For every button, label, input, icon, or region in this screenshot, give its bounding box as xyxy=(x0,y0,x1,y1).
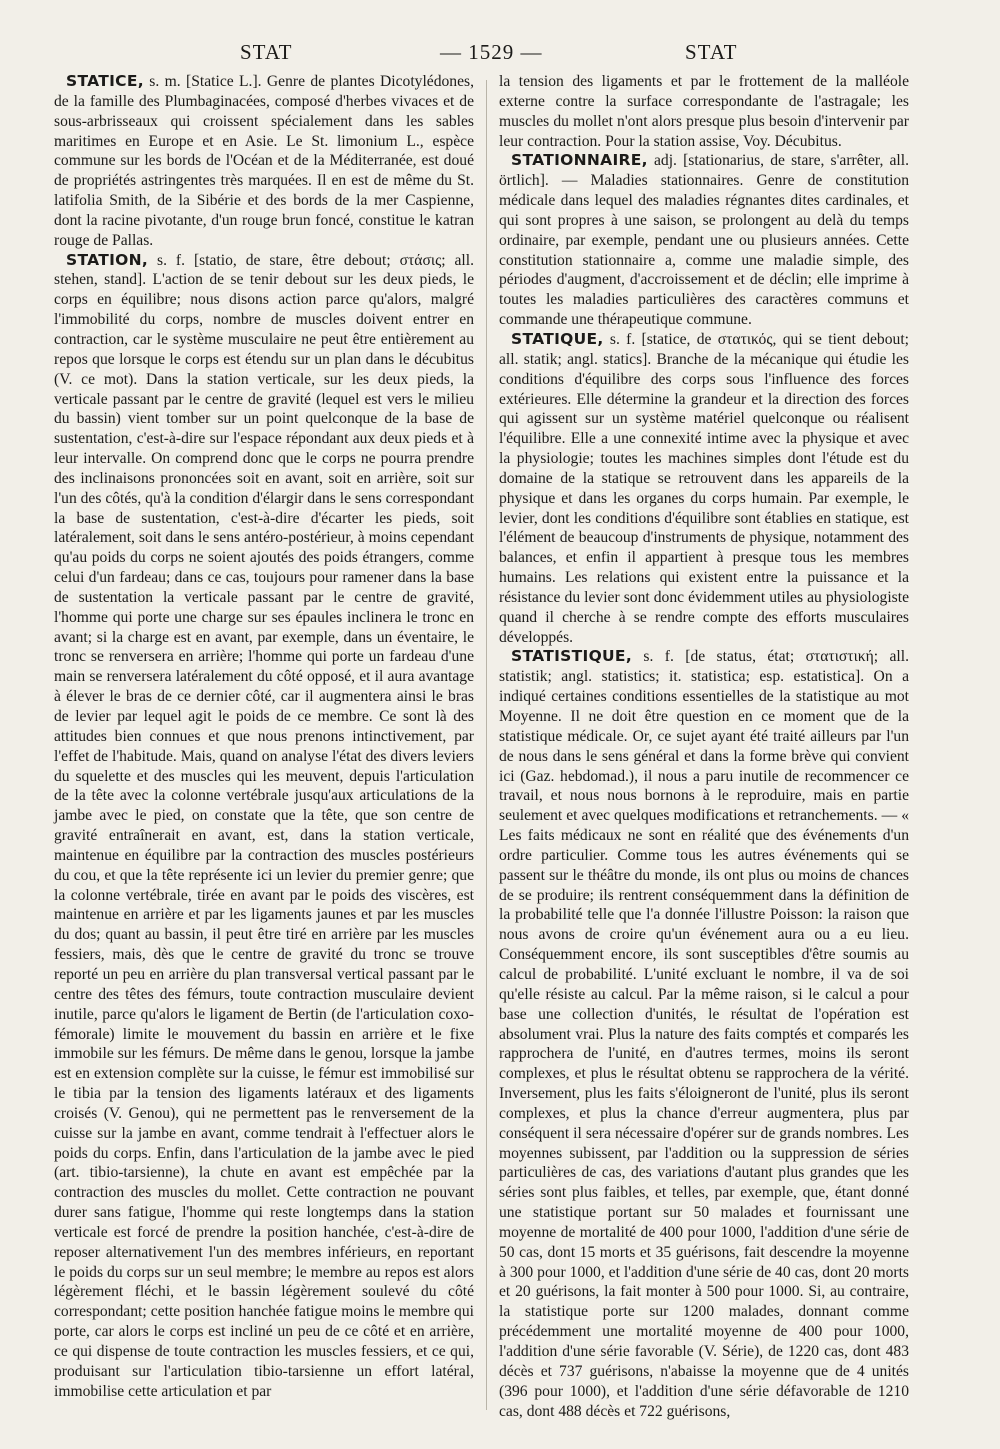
entry-station-continued xyxy=(499,72,909,151)
running-head xyxy=(0,40,1000,70)
headword: STATISTIQUE, xyxy=(511,647,633,666)
entry-text: la tension des ligaments et par le frottement de la malléole externe contre la surface correspondante de l'astragale; les muscles du mollet n'ont alors presque plus besoin d'intervenir par leur contraction. Pour la station assise, Voy. Décubitus. xyxy=(499,73,909,150)
page-number: — 1529 — xyxy=(440,40,543,64)
headword: STATION, xyxy=(66,250,149,269)
headword: STATICE, xyxy=(66,72,144,90)
running-head-right: STAT xyxy=(685,40,738,64)
entry-text: s. f. [statice, de στατικός, qui se tient debout; all. statik; angl. statics]. Branche de la mécanique qui étudie les conditions d'équilibre des corps sous l'influence des forces extérieures. Elle détermine la grandeur et la direction des forces qui agissent sur un système matériel quelconque ou réalisent l'équilibre. Elle a une connexité intime avec la physique et avec la physiologie; toutes les machines simples dont l'étude est du domaine de la statique se retrouvent dans les appareils de la physique et dans les organes du corps humain. Par exemple, le levier, dont les conditions d'équilibre sont établies en statique, est l'élément de beaucoup d'instruments de physique, notamment des balances, et enfin il appartient à presque tous les membres humains. Les relations qui existent entre la puissance et la résistance du levier sont donc évidemment utiles au physiologiste quand il cherche à se rendre compte des efforts musculaires développés. xyxy=(499,330,909,646)
entry-text: adj. [stationarius, de stare, s'arrêter, all. örtlich]. — Maladies stationnaires. Genre de constitution médicale dans lequel des maladies régnantes dites cardinales, et qui sont propres à une saison, se prolongent au delà du temps ordinaire, par exemple, pendant une ou plusieurs années. Cette constitution stationnaire a, comme une maladie simple, des périodes d'augment, d'accroissement et de déclin; elle imprime à toutes les maladies particulières des caractères communs et commande une thérapeutique commune. xyxy=(499,152,909,329)
headword: STATIONNAIRE, xyxy=(511,151,648,170)
headword: STATIQUE, xyxy=(511,329,604,348)
entry-statique xyxy=(499,330,909,648)
column-divider xyxy=(486,80,487,1410)
entry-station xyxy=(54,251,474,1402)
left-column xyxy=(54,72,474,1402)
entry-text: s. m. [Statice L.]. Genre de plantes Dicotylédones, de la famille des Plumbaginacées, composé d'herbes vivaces et de sous-arbrisseaux qui croissent spécialement dans les sables maritimes en Europe et en Asie. Le St. limonium L., espèce commune sur les bords de l'Océan et de la Méditerranée, est doué de propriétés astringentes très marquées. Il en est de même du St. latifolia Smith, de la Sibérie et des bords de la mer Caspienne, dont la racine pivotante, d'un rouge brun foncé, constitue le katran rouge de Pallas. xyxy=(54,73,474,249)
entry-statistique xyxy=(499,647,909,1421)
running-head-left: STAT xyxy=(240,40,293,64)
entry-text: s. f. [de status, état; στατιστική; all. statistik; angl. statistics; it. statistica; esp. estatistica]. On a indiqué certaines conditions essentielles de la statistique au mot Moyenne. Il ne doit être question en ce moment que de la statistique médicale. Or, ce sujet ayant été traité ailleurs par l'un de nous dans le sens général et dans la forme brève qui convient ici (Gaz. hebdomad.), il nous a paru inutile de recommencer ce travail, et nous nous bornons à le reproduire, mais en partie seulement et avec quelques modifications et retranchements. — « Les faits médicaux ne sont en réalité que des événements d'un ordre particulier. Comme tous les autres événements qui se passent sur le théâtre du monde, ils ont plus ou moins de chances de se produire; ils rentrent conséquemment dans la définition de la probabilité telle que l'a donnée l'illustre Poisson: la raison que nous avons de croire qu'un événement aura ou a eu lieu. Conséquemment encore, ils sont susceptibles d'être soumis au calcul de probabilité. L'unité excluant le nombre, il va de soi qu'elle résiste au calcul. Par la même raison, si le calcul a pour base une collection d'unités, le résultat de l'opération est absolument vrai. Plus la nature des faits comptés et comparés les rapprochera de l'unité, en d'autres termes, moins ils seront complexes, et plus le résultat obtenu se rapprochera de la vérité. Inversement, plus les faits s'éloigneront de l'unité, plus ils seront complexes, et plus la chance d'erreur augmentera, plus par conséquent il sera nécessaire d'opérer sur de grands nombres. Les moyennes subissent, par l'addition ou la suppression de séries particulières de cas, des variations d'autant plus grandes que les séries sont plus faibles, et telles, par exemple, que, étant donné une statistique portant sur 50 malades et fournissant une moyenne de mortalité de 400 pour 1000, l'addition d'une série de 50 cas, dont 15 morts et 35 guérisons, fait descendre la moyenne à 300 pour 1000, et l'addition d'une série de 40 cas, dont 20 morts et 20 guérisons, la fait monter à 500 pour 1000. Si, au contraire, la statistique porte sur 1200 malades, donnant comme précédemment une mortalité moyenne de 400 pour 1000, l'addition d'une série favorable (V. Série), de 1220 cas, dont 483 décès et 737 guérisons, n'abaisse la moyenne que de 4 unités (396 pour 1000), et l'addition d'une série défavorable de 1210 cas, dont 488 décès et 722 guérisons, xyxy=(499,648,909,1420)
entry-text: s. f. [statio, de stare, être debout; στάσις; all. stehen, stand]. L'action de se tenir debout sur les deux pieds, le corps en équilibre; nous disons action parce qu'alors, malgré l'immobilité du corps, nombre de muscles doivent entrer en contraction, car le système musculaire ne peut être entièrement au repos que lorsque le corps est étendu sur un plan dans le décubitus (V. ce mot). Dans la station verticale, sur les deux pieds, la verticale passant par le centre de gravité (lequel est vers le milieu du bassin) vient tomber sur un point quelconque de la base de sustentation, c'est-à-dire sur l'espace répondant aux deux pieds et à leur intervalle. On comprend donc que le corps ne pourra prendre des inclinaisons prononcées soit en avant, soit en arrière, soit sur l'un des côtés, qu'à la condition d'élargir dans le sens correspondant la base de sustentation, c'est-à-dire d'écarter les pieds, soit latéralement, soit dans le sens antéro-postérieur, à moins cependant qu'au poids du corps ne soient ajoutés des poids étrangers, comme celui d'un fardeau; dans ce cas, toujours pour ramener dans la base de sustentation la verticale passant par le centre de gravité, l'homme qui porte une charge sur ses épaules inclinera le tronc en avant; si la charge est en avant, par exemple, dans un éventaire, le tronc se renversera en arrière; l'homme qui porte un fardeau d'une main se renversera latéralement du côté opposé, et il aura avantage à élever le bras de ce dernier côté, car il augmentera ainsi le bras de levier par lequel agit le poids de ce membre. Ce sont là des attitudes bien connues et que nous prenons intinctivement, par l'effet de l'habitude. Mais, quand on analyse l'état des divers leviers du squelette et des muscles qui les meuvent, depuis l'articulation de la tête avec la colonne vertébrale jusqu'aux articulations de la jambe avec le pied, on constate que la tête, que son centre de gravité entraînerait en avant, est, dans la station verticale, maintenue en équilibre par la contraction des muscles postérieurs du cou, et que la tête représente ici un levier du premier genre; que la colonne vertébrale, tirée en avant par le poids des viscères, est maintenue en arrière et par les ligaments jaunes et par les muscles du dos; quant au bassin, il peut être tiré en arrière par les muscles fessiers, mais, dès que le centre de gravité du tronc se trouve reporté un peu en arrière du plan transversal vertical passant par le centre des têtes des fémurs, toute contraction musculaire devient inutile, parce qu'alors le ligament de Bertin (de l'articulation coxo-fémorale) limite le mouvement du bassin en arrière et le fixe immobile sur les fémurs. De même dans le genou, lorsque la jambe est en extension complète sur la cuisse, le fémur est immobilisé sur le tibia par la tension des ligaments latéraux et des ligaments croisés (V. Genou), qui ne permettent pas le renversement de la cuisse sur la jambe en avant, comme tendrait à l'effectuer alors le poids du corps. Enfin, dans l'articulation de la jambe avec le pied (art. tibio-tarsienne), la chute en avant est empêchée par la contraction des muscles du mollet. Cette contraction ne pouvant durer sans fatigue, l'homme qui reste longtemps dans la station verticale est forcé de prendre la position hanchée, c'est-à-dire de reposer alternativement l'un des membres inférieurs, en reportant le poids du corps sur un seul membre; le membre au repos est alors légèrement fléchi, et le bassin légèrement soulevé du côté correspondant; cette position hanchée fatigue moins le membre qui porte, car alors le corps est incliné un peu de ce côté et en arrière, ce qui dispense de toute contraction les muscles fessiers, et ce qui, produisant sur l'articulation tibio-tarsienne un effort latéral, immobilise cette articulation et par xyxy=(54,251,474,1400)
right-column xyxy=(499,72,909,1421)
entry-stationnaire xyxy=(499,151,909,330)
entry-statice xyxy=(54,72,474,251)
